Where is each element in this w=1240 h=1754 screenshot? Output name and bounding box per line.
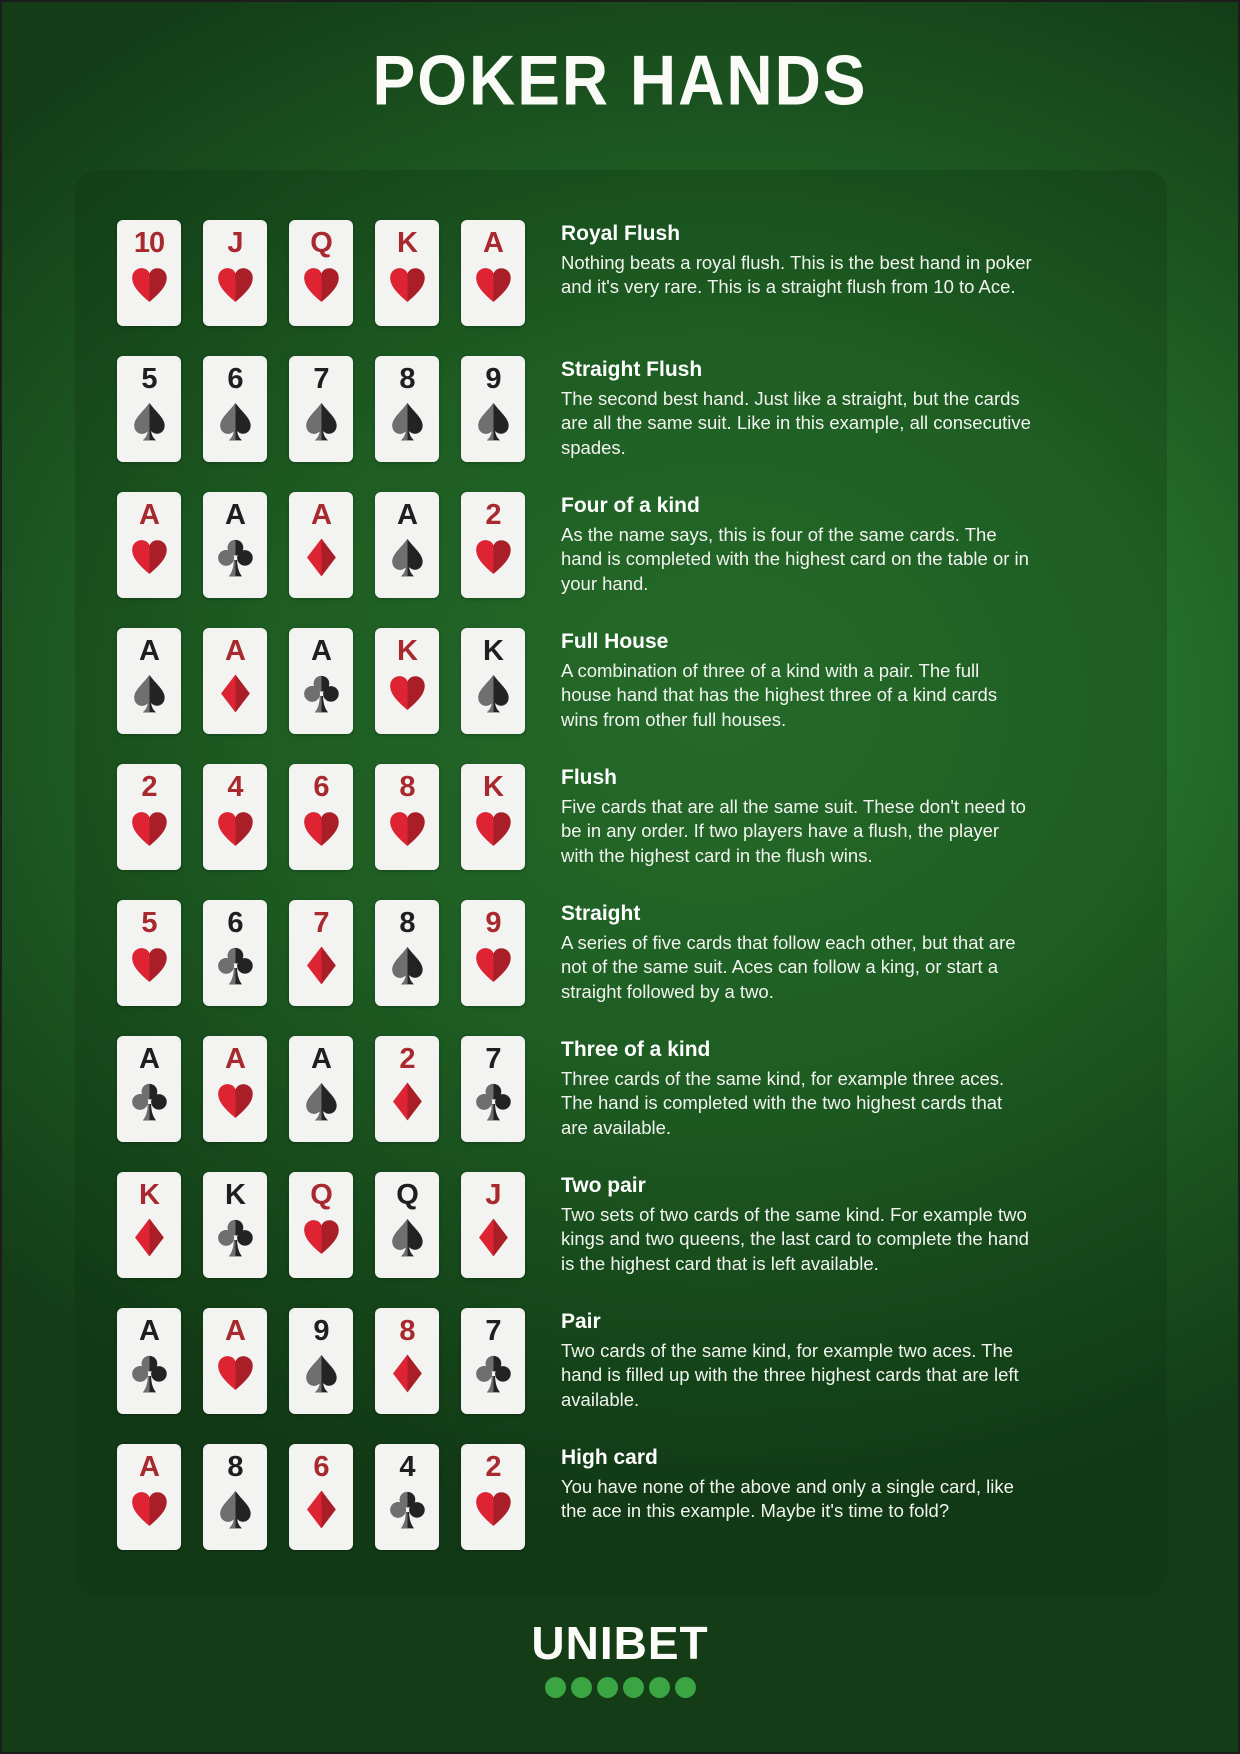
hand-row bbox=[117, 492, 1167, 598]
club-icon bbox=[215, 945, 256, 986]
playing-card bbox=[375, 492, 439, 598]
club-icon bbox=[301, 673, 342, 714]
card-rank: K bbox=[483, 771, 503, 803]
card-rank: 9 bbox=[313, 1315, 329, 1347]
card-rank: J bbox=[227, 227, 243, 259]
hands-panel bbox=[75, 170, 1167, 1595]
brand-dot bbox=[623, 1677, 644, 1698]
brand-dot bbox=[571, 1677, 592, 1698]
card-rank: A bbox=[139, 1315, 159, 1347]
hand-text: You have none of the above and only a single card, like the ace in this example. Maybe it's time to fold? bbox=[561, 1476, 1014, 1522]
playing-card bbox=[117, 900, 181, 1006]
card-rank: A bbox=[225, 635, 245, 667]
hand-description bbox=[561, 1172, 1033, 1276]
heart-icon bbox=[473, 945, 514, 986]
playing-card bbox=[461, 1308, 525, 1414]
hand-description bbox=[561, 1444, 1033, 1524]
card-rank: A bbox=[139, 1451, 159, 1483]
card-rank: 7 bbox=[313, 907, 329, 939]
playing-card bbox=[289, 220, 353, 326]
card-list bbox=[117, 1172, 525, 1278]
hand-description bbox=[561, 356, 1033, 460]
playing-card bbox=[375, 1036, 439, 1142]
club-icon bbox=[129, 1353, 170, 1394]
playing-card bbox=[203, 1036, 267, 1142]
heart-icon bbox=[215, 265, 256, 306]
card-list bbox=[117, 220, 525, 326]
spade-icon bbox=[129, 673, 170, 714]
hand-description bbox=[561, 1036, 1033, 1140]
playing-card bbox=[289, 1036, 353, 1142]
playing-card bbox=[203, 1308, 267, 1414]
playing-card bbox=[375, 900, 439, 1006]
playing-card bbox=[117, 492, 181, 598]
diamond-icon bbox=[215, 673, 256, 714]
card-rank: 9 bbox=[485, 363, 501, 395]
diamond-icon bbox=[473, 1217, 514, 1258]
playing-card bbox=[375, 220, 439, 326]
spade-icon bbox=[473, 401, 514, 442]
card-rank: Q bbox=[310, 227, 332, 259]
playing-card bbox=[461, 356, 525, 462]
diamond-icon bbox=[301, 1489, 342, 1530]
playing-card bbox=[375, 628, 439, 734]
playing-card bbox=[117, 628, 181, 734]
playing-card bbox=[203, 628, 267, 734]
club-icon bbox=[387, 1489, 428, 1530]
brand-logo: UNIBET bbox=[531, 1617, 709, 1669]
club-icon bbox=[215, 537, 256, 578]
card-rank: A bbox=[139, 1043, 159, 1075]
spade-icon bbox=[387, 945, 428, 986]
hand-name: Royal Flush bbox=[561, 222, 681, 245]
hand-text: Nothing beats a royal flush. This is the best hand in poker and it's very rare. This is a straight flush from 10 to Ace. bbox=[561, 252, 1032, 298]
playing-card bbox=[461, 1036, 525, 1142]
card-rank: 8 bbox=[399, 363, 415, 395]
hand-text: Two cards of the same kind, for example two aces. The hand is filled up with the three highest cards that are left available. bbox=[561, 1340, 1019, 1410]
hand-name: Flush bbox=[561, 766, 617, 789]
hand-name: Straight Flush bbox=[561, 358, 703, 381]
heart-icon bbox=[387, 809, 428, 850]
spade-icon bbox=[129, 401, 170, 442]
playing-card bbox=[203, 900, 267, 1006]
heart-icon bbox=[129, 809, 170, 850]
heart-icon bbox=[301, 265, 342, 306]
card-rank: K bbox=[139, 1179, 159, 1211]
hand-description bbox=[561, 764, 1033, 868]
hand-text: As the name says, this is four of the same cards. The hand is completed with the highest card on the table or in your hand. bbox=[561, 524, 1029, 594]
card-list bbox=[117, 764, 525, 870]
brand-dot bbox=[597, 1677, 618, 1698]
hand-text: The second best hand. Just like a straight, but the cards are all the same suit. Like in this example, all consecutive spades. bbox=[561, 388, 1031, 458]
card-rank: J bbox=[485, 1179, 501, 1211]
hand-name: Pair bbox=[561, 1310, 601, 1333]
heart-icon bbox=[473, 1489, 514, 1530]
playing-card bbox=[289, 1308, 353, 1414]
playing-card bbox=[375, 1444, 439, 1550]
brand-dot bbox=[545, 1677, 566, 1698]
playing-card bbox=[461, 628, 525, 734]
playing-card bbox=[289, 628, 353, 734]
hand-row bbox=[117, 628, 1167, 734]
hand-text: Three cards of the same kind, for example three aces. The hand is completed with the two highest cards that are available. bbox=[561, 1068, 1005, 1138]
heart-icon bbox=[129, 265, 170, 306]
card-rank: 9 bbox=[485, 907, 501, 939]
card-rank: 2 bbox=[141, 771, 157, 803]
diamond-icon bbox=[301, 945, 342, 986]
card-rank: 2 bbox=[399, 1043, 415, 1075]
playing-card bbox=[375, 1172, 439, 1278]
playing-card bbox=[117, 1308, 181, 1414]
card-rank: A bbox=[311, 499, 331, 531]
playing-card bbox=[461, 1444, 525, 1550]
playing-card bbox=[203, 356, 267, 462]
card-rank: K bbox=[397, 227, 417, 259]
card-rank: A bbox=[483, 227, 503, 259]
card-rank: 5 bbox=[141, 363, 157, 395]
club-icon bbox=[473, 1081, 514, 1122]
card-rank: A bbox=[311, 635, 331, 667]
spade-icon bbox=[387, 537, 428, 578]
footer bbox=[2, 1617, 1238, 1698]
card-list bbox=[117, 628, 525, 734]
playing-card bbox=[203, 492, 267, 598]
card-list bbox=[117, 1444, 525, 1550]
hand-name: Straight bbox=[561, 902, 641, 925]
playing-card bbox=[289, 492, 353, 598]
heart-icon bbox=[473, 265, 514, 306]
playing-card bbox=[375, 1308, 439, 1414]
playing-card bbox=[117, 220, 181, 326]
hand-row bbox=[117, 1036, 1167, 1142]
card-rank: 6 bbox=[313, 1451, 329, 1483]
playing-card bbox=[461, 492, 525, 598]
club-icon bbox=[129, 1081, 170, 1122]
spade-icon bbox=[387, 401, 428, 442]
card-rank: K bbox=[483, 635, 503, 667]
card-rank: 8 bbox=[399, 771, 415, 803]
hand-row bbox=[117, 900, 1167, 1006]
card-rank: 2 bbox=[485, 1451, 501, 1483]
hand-row bbox=[117, 1172, 1167, 1278]
card-rank: A bbox=[225, 499, 245, 531]
playing-card bbox=[375, 764, 439, 870]
card-rank: 8 bbox=[227, 1451, 243, 1483]
card-list bbox=[117, 492, 525, 598]
diamond-icon bbox=[387, 1353, 428, 1394]
hand-rows bbox=[117, 220, 1167, 1550]
hand-row bbox=[117, 1444, 1167, 1550]
heart-icon bbox=[387, 265, 428, 306]
card-rank: 8 bbox=[399, 1315, 415, 1347]
heart-icon bbox=[129, 537, 170, 578]
card-rank: 4 bbox=[227, 771, 243, 803]
playing-card bbox=[289, 764, 353, 870]
playing-card bbox=[117, 356, 181, 462]
heart-icon bbox=[301, 1217, 342, 1258]
card-rank: 2 bbox=[485, 499, 501, 531]
heart-icon bbox=[215, 809, 256, 850]
playing-card bbox=[461, 764, 525, 870]
card-rank: 7 bbox=[313, 363, 329, 395]
card-rank: 10 bbox=[133, 227, 165, 259]
playing-card bbox=[461, 220, 525, 326]
playing-card bbox=[461, 1172, 525, 1278]
card-rank: 6 bbox=[227, 907, 243, 939]
card-rank: A bbox=[225, 1315, 245, 1347]
spade-icon bbox=[301, 1353, 342, 1394]
hand-name: Two pair bbox=[561, 1174, 646, 1197]
club-icon bbox=[473, 1353, 514, 1394]
heart-icon bbox=[301, 809, 342, 850]
diamond-icon bbox=[387, 1081, 428, 1122]
card-list bbox=[117, 356, 525, 462]
brand-dot bbox=[649, 1677, 670, 1698]
hand-name: Four of a kind bbox=[561, 494, 700, 517]
hand-description bbox=[561, 628, 1033, 732]
card-rank: A bbox=[225, 1043, 245, 1075]
playing-card bbox=[203, 1444, 267, 1550]
card-rank: 6 bbox=[227, 363, 243, 395]
hand-name: Full House bbox=[561, 630, 669, 653]
brand-dot bbox=[675, 1677, 696, 1698]
heart-icon bbox=[215, 1081, 256, 1122]
playing-card bbox=[289, 1172, 353, 1278]
spade-icon bbox=[301, 1081, 342, 1122]
brand-dots bbox=[2, 1677, 1238, 1698]
card-rank: 4 bbox=[399, 1451, 415, 1483]
spade-icon bbox=[215, 401, 256, 442]
playing-card bbox=[203, 220, 267, 326]
diamond-icon bbox=[129, 1217, 170, 1258]
hand-description bbox=[561, 900, 1033, 1004]
hand-description bbox=[561, 220, 1033, 300]
card-rank: K bbox=[397, 635, 417, 667]
heart-icon bbox=[215, 1353, 256, 1394]
hand-row bbox=[117, 356, 1167, 462]
playing-card bbox=[117, 764, 181, 870]
card-rank: 6 bbox=[313, 771, 329, 803]
hand-row bbox=[117, 220, 1167, 326]
hand-row bbox=[117, 764, 1167, 870]
card-rank: 7 bbox=[485, 1043, 501, 1075]
card-list bbox=[117, 1308, 525, 1414]
spade-icon bbox=[301, 401, 342, 442]
heart-icon bbox=[473, 809, 514, 850]
playing-card bbox=[117, 1036, 181, 1142]
playing-card bbox=[117, 1172, 181, 1278]
playing-card bbox=[289, 1444, 353, 1550]
spade-icon bbox=[215, 1489, 256, 1530]
heart-icon bbox=[129, 945, 170, 986]
hand-text: Five cards that are all the same suit. These don't need to be in any order. If two players have a flush, the player with the highest card in the flush wins. bbox=[561, 796, 1026, 866]
diamond-icon bbox=[301, 537, 342, 578]
playing-card bbox=[289, 900, 353, 1006]
playing-card bbox=[375, 356, 439, 462]
hand-description bbox=[561, 492, 1033, 596]
card-rank: A bbox=[311, 1043, 331, 1075]
card-rank: A bbox=[397, 499, 417, 531]
hand-text: Two sets of two cards of the same kind. For example two kings and two queens, the last card to complete the hand is the highest card that is left available. bbox=[561, 1204, 1029, 1274]
card-rank: A bbox=[139, 499, 159, 531]
card-rank: 7 bbox=[485, 1315, 501, 1347]
card-rank: A bbox=[139, 635, 159, 667]
heart-icon bbox=[129, 1489, 170, 1530]
page-title: POKER HANDS bbox=[372, 40, 868, 120]
hand-text: A combination of three of a kind with a pair. The full house hand that has the highest three of a kind cards wins from other full houses. bbox=[561, 660, 998, 730]
hand-name: Three of a kind bbox=[561, 1038, 711, 1061]
spade-icon bbox=[387, 1217, 428, 1258]
card-list bbox=[117, 900, 525, 1006]
playing-card bbox=[203, 764, 267, 870]
card-rank: K bbox=[225, 1179, 245, 1211]
playing-card bbox=[289, 356, 353, 462]
playing-card bbox=[117, 1444, 181, 1550]
heart-icon bbox=[473, 537, 514, 578]
card-list bbox=[117, 1036, 525, 1142]
card-rank: Q bbox=[396, 1179, 418, 1211]
card-rank: 8 bbox=[399, 907, 415, 939]
hand-text: A series of five cards that follow each other, but that are not of the same suit. Aces can follow a king, or start a straight followed by a two. bbox=[561, 932, 1016, 1002]
card-rank: 5 bbox=[141, 907, 157, 939]
hand-row bbox=[117, 1308, 1167, 1414]
hand-description bbox=[561, 1308, 1033, 1412]
heart-icon bbox=[387, 673, 428, 714]
playing-card bbox=[461, 900, 525, 1006]
club-icon bbox=[215, 1217, 256, 1258]
card-rank: Q bbox=[310, 1179, 332, 1211]
hand-name: High card bbox=[561, 1446, 658, 1469]
playing-card bbox=[203, 1172, 267, 1278]
spade-icon bbox=[473, 673, 514, 714]
